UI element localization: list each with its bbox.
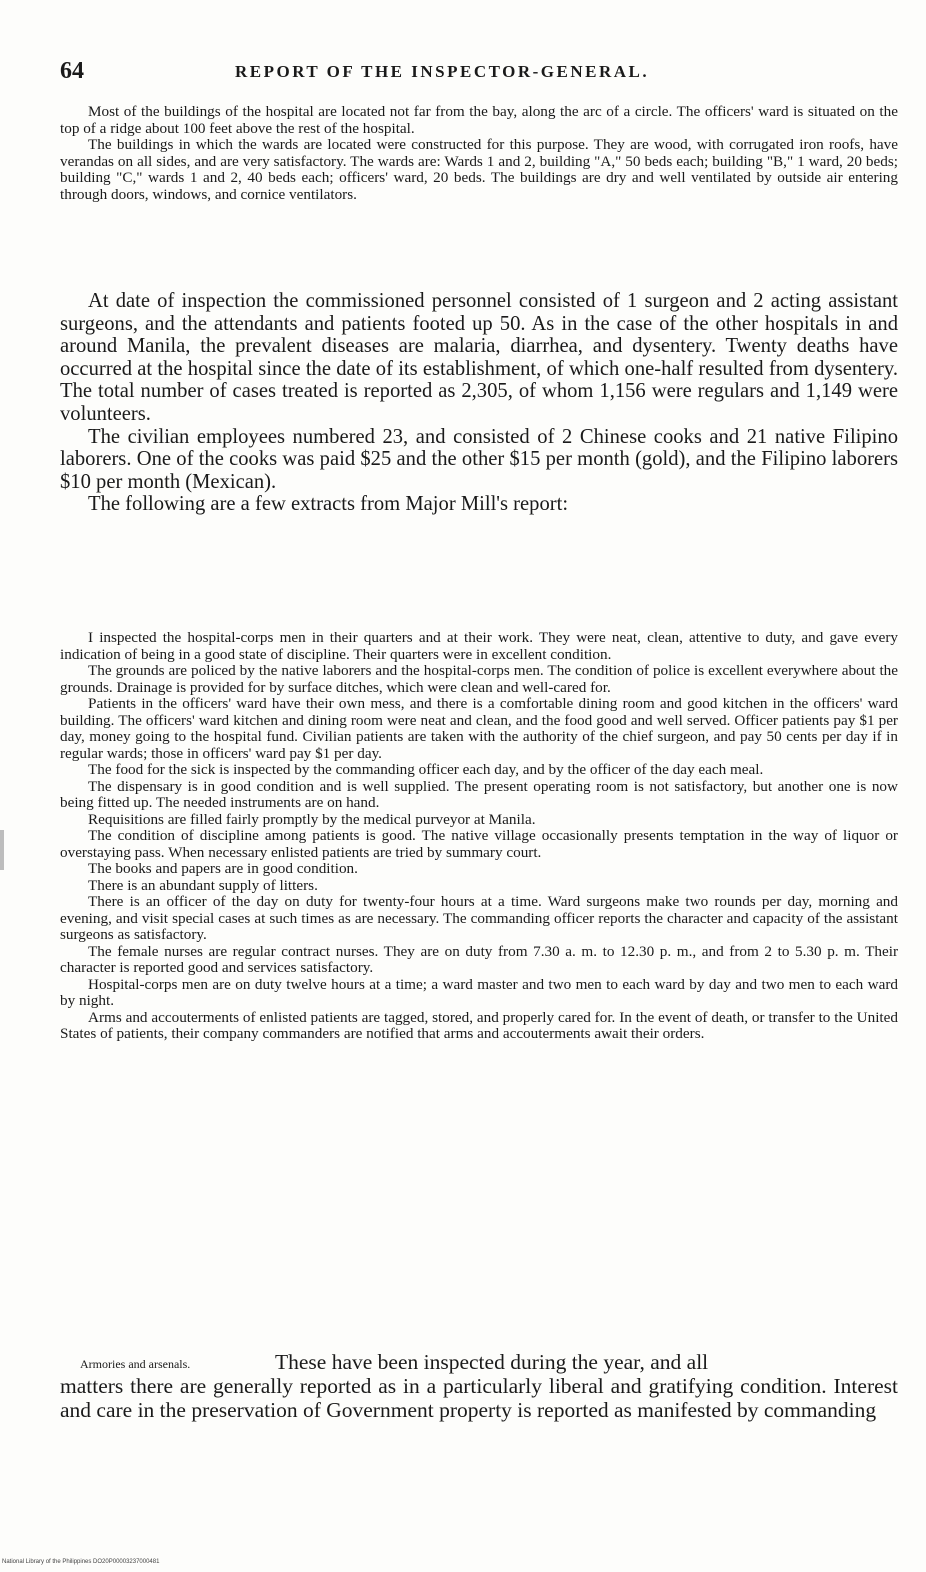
paragraph: Hospital-corps men are on duty twelve hours at a time; a ward master and two men to each ward by day and two men to each ward by night. xyxy=(60,975,898,1009)
page-number: 64 xyxy=(60,58,84,84)
paragraph: I inspected the hospital-corps men in their quarters and at their work. They were neat, clean, attentive to duty, and gave every indication of being in a good state of discipline. Their quarters were in excellent condition. xyxy=(60,629,898,663)
report-extracts-section xyxy=(60,630,898,1043)
running-title: REPORT OF THE INSPECTOR-GENERAL. xyxy=(235,62,650,81)
paragraph: There is an officer of the day on duty for twenty-four hours at a time. Ward surgeons make two rounds per day, morning and evening, and visit special cases at such times as are necessary. The commanding officer reports the character and capacity of the assistant surgeons as satisfactory. xyxy=(60,893,898,943)
hospital-buildings-section xyxy=(60,104,898,203)
paragraph: The buildings in which the wards are located were constructed for this purpose. They are wood, with corrugated iron roofs, have verandas on all sides, and are very satisfactory. The wards are: Wards 1 and 2, building "A," 50 beds each; building "B," 1 ward, 20 beds; building "C," wards 1 and 2, 40 beds each; officers' ward, 20 beds. The buildings are dry and well ventilated by outside air entering through doors, windows, and cornice ventilators. xyxy=(60,136,898,203)
paragraph: At date of inspection the commissioned personnel consisted of 1 surgeon and 2 acting assistant surgeons, and the attendants and patients footed up 50. As in the case of the other hospitals in and around Manila, the prevalent diseases are malaria, diarrhea, and dysentery. Twenty deaths have occurred at the hospital since the date of its establishment, of which one-half resulted from dysentery. The total number of cases treated is reported as 2,305, of whom 1,156 were regulars and 1,149 were volunteers. xyxy=(60,290,898,425)
margin-note: Armories and arsenals. xyxy=(80,1357,191,1371)
paragraph: Patients in the officers' ward have their own mess, and there is a comfortable dining room and good kitchen in the officers' ward building. The officers' ward kitchen and dining room were neat and clean, and the food good and well served. Officer patients pay $1 per day, money going to the hospital fund. Civilian patients are taken with the authority of the chief surgeon, and pay 50 cents per day if in regular wards; those in officers' ward pay $1 per day. xyxy=(60,695,898,762)
paragraph: The grounds are policed by the native laborers and the hospital-corps men. The condition of police is excellent everywhere about the grounds. Drainage is provided for by surface ditches, which were clean and well-cared for. xyxy=(60,662,898,696)
paragraph: The civilian employees numbered 23, and consisted of 2 Chinese cooks and 21 native Filipino laborers. One of the cooks was paid $25 and the other $15 per month (gold), and the Filipino laborers $10 per month (Mexican). xyxy=(60,425,898,493)
paragraph: Requisitions are filled fairly promptly by the medical purveyor at Manila. xyxy=(88,810,536,828)
paragraph: The following are a few extracts from Major Mill's report: xyxy=(88,493,569,516)
paragraph: Arms and accouterments of enlisted patients are tagged, stored, and properly cared for. In the event of death, or transfer to the United States of patients, their company commanders are notified that arms and accouterments await their orders. xyxy=(60,1008,898,1042)
personnel-section xyxy=(60,290,898,516)
armories-continuation: matters there are generally reported as in a particularly liberal and gratifying condition. Interest and care in the preservation of Government property is reported as manifested by commanding xyxy=(60,1374,898,1422)
library-stamp: National Library of the Philippines DO20P00003237000481 xyxy=(2,1559,160,1565)
paragraph: The books and papers are in good condition. xyxy=(88,860,358,877)
page-header xyxy=(60,58,898,88)
paragraph: Most of the buildings of the hospital are located not far from the bay, along the arc of a circle. The officers' ward is situated on the top of a ridge about 100 feet above the rest of the hospital. xyxy=(60,103,898,137)
armories-section xyxy=(60,1350,898,1422)
paragraph: The female nurses are regular contract nurses. They are on duty from 7.30 a. m. to 12.30 p. m., and from 2 to 5.30 p. m. Their character is reported good and services satisfactory. xyxy=(60,942,898,976)
paragraph: The dispensary is in good condition and is well supplied. The present operating room is not satisfactory, but another one is now being fitted up. The needed instruments are on hand. xyxy=(60,777,898,811)
armories-first-line: These have been inspected during the year, and all xyxy=(275,1350,709,1374)
scan-edge-mark xyxy=(0,830,4,870)
paragraph: The food for the sick is inspected by the commanding officer each day, and by the officer of the day each meal. xyxy=(88,761,764,778)
paragraph: The condition of discipline among patients is good. The native village occasionally presents temptation in the way of liquor or overstaying pass. When necessary enlisted patients are tried by summary court. xyxy=(60,827,898,861)
paragraph: There is an abundant supply of litters. xyxy=(88,876,318,894)
